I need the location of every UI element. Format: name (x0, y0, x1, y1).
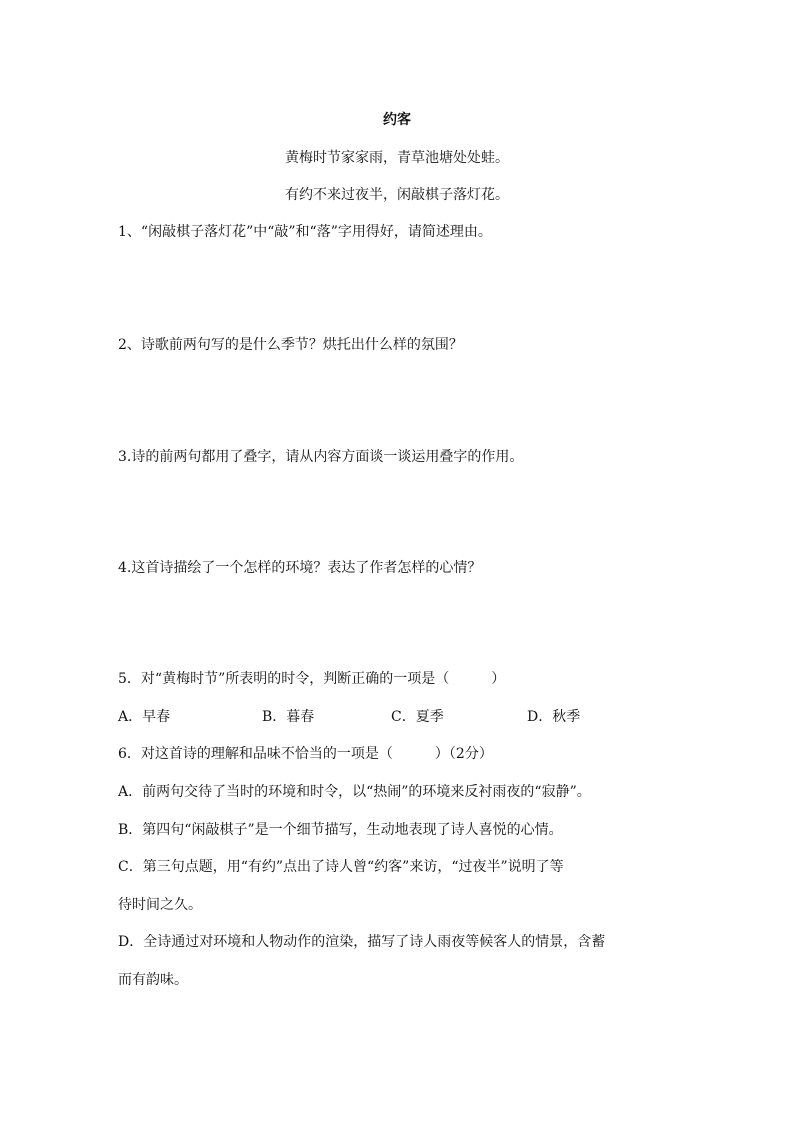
question-6-option-c-line-1: C．第三句点题，用“有约”点出了诗人曾“约客”来访，“过夜半”说明了等 (118, 859, 564, 875)
question-6-stem: 6．对这首诗的理解和品味不恰当的一项是（ ）（2分） (118, 746, 493, 762)
question-6-option-c-line-2: 待时间之久。 (118, 897, 202, 913)
question-5-option-a: A．早春 (118, 709, 171, 725)
question-5-option-b: B．暮春 (262, 709, 315, 725)
poem-line-1: 黄梅时节家家雨，青草池塘处处蛙。 (285, 150, 509, 166)
poem-line-2: 有约不来过夜半，闲敲棋子落灯花。 (285, 187, 509, 203)
question-6-option-d-line-1: D．全诗通过对环境和人物动作的渲染，描写了诗人雨夜等候客人的情景，含蓄 (118, 934, 606, 950)
question-4: 4.这首诗描绘了一个怎样的环境？表达了作者怎样的心情？ (118, 560, 482, 576)
question-6-option-b: B．第四句“闲敲棋子”是一个细节描写，生动地表现了诗人喜悦的心情。 (118, 822, 563, 838)
question-5-option-c: C．夏季 (391, 709, 444, 725)
question-5-option-d: D．秋季 (527, 709, 581, 725)
question-5-stem: 5．对“黄梅时节”所表明的时令，判断正确的一项是（ ） (118, 671, 506, 687)
question-1: 1、“闲敲棋子落灯花”中“敲”和“落”字用得好，请简述理由。 (118, 224, 492, 240)
poem-title: 约客 (383, 112, 411, 128)
question-2: 2、诗歌前两句写的是什么季节？烘托出什么样的氛围？ (118, 337, 463, 353)
question-6-option-a: A．前两句交待了当时的环境和时令，以“热闹”的环境来反衬雨夜的“寂静”。 (118, 784, 591, 800)
question-3: 3.诗的前两句都用了叠字，请从内容方面谈一谈运用叠字的作用。 (118, 449, 524, 465)
question-6-option-d-line-2: 而有韵味。 (118, 972, 188, 988)
